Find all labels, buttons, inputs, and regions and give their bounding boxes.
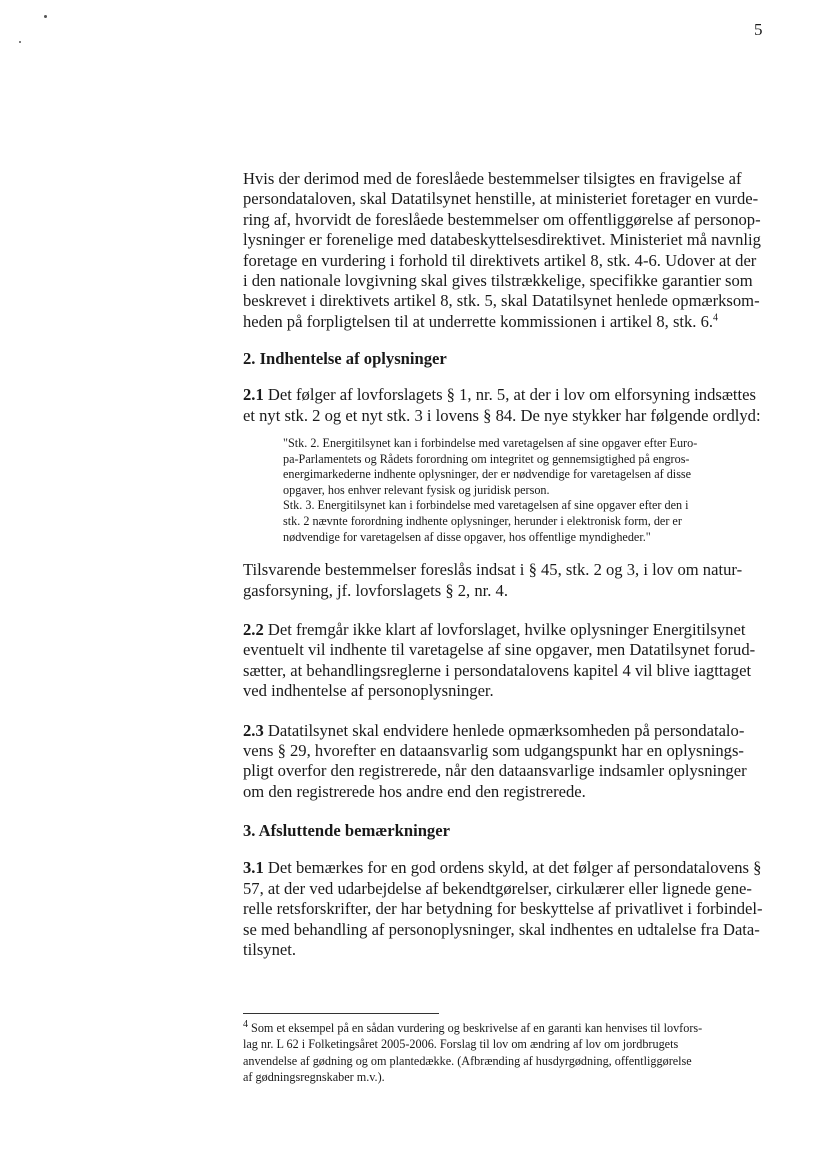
text-line: om den registrerede hos andre end den registrerede. (243, 781, 586, 801)
section-heading-3: 3. Afsluttende bemærkninger (243, 821, 450, 841)
text-line: ved indhentelse af personoplysninger. (243, 681, 494, 701)
quote-line: pa-Parlamentets og Rådets forordning om integritet og gennemsigtighed på engros- (283, 451, 690, 466)
text-line: Datatilsynet skal endvidere henlede opmærksomheden på persondatalo- (263, 720, 745, 740)
text-line: et nyt stk. 2 og et nyt stk. 3 i lovens § 84. De nye stykker har følgende ordlyd: (243, 405, 761, 425)
text-line: sætter, at behandlingsreglerne i persondatalovens kapitel 4 vil blive iagttaget (243, 660, 752, 680)
scan-speck (19, 41, 21, 43)
text-line: relle retsforskrifter, der har betydning for beskyttelse af privatlivet i forbindel- (243, 899, 763, 919)
section-heading-2: 2. Indhentelse af oplysninger (243, 349, 447, 369)
text-line: Det følger af lovforslagets § 1, nr. 5, at der i lov om elforsyning indsættes (263, 385, 756, 405)
footnote-line: Som et eksempel på en sådan vurdering og beskrivelse af en garanti kan henvises til lovfors- (248, 1021, 703, 1035)
text-line: eventuelt vil indhente til varetagelse af sine opgaver, men Datatilsynet forud- (243, 640, 756, 660)
text-line: i den nationale lovgivning skal gives tilstrækkelige, specifikke garantier som (243, 271, 753, 291)
quote-line: opgaver, hos enhver relevant fysisk og juridisk person. (283, 482, 550, 497)
text-line: Det fremgår ikke klart af lovforslaget, hvilke oplysninger Energitilsynet (263, 620, 746, 640)
footnote-reference[interactable]: 4 (713, 312, 719, 324)
paragraph-2-3 (243, 721, 763, 803)
paragraph-2-2 (243, 620, 763, 702)
block-quote (243, 436, 763, 545)
text-line: 57, at der ved udarbejdelse af bekendtgørelser, cirkulærer eller lignede gene- (243, 878, 752, 898)
text-line: tilsynet. (243, 939, 297, 959)
quote-line: stk. 2 nævnte forordning indhente oplysninger, herunder i elektronisk form, der er (283, 514, 682, 529)
footnote-divider (243, 1013, 439, 1014)
paragraph-number: 2.1 (243, 385, 264, 405)
quote-line: "Stk. 2. Energitilsynet kan i forbindelse med varetagelsen af sine opgaver efter Euro- (283, 436, 698, 451)
footnote (243, 1020, 763, 1086)
paragraph-number: 2.2 (243, 620, 264, 640)
footnote-line: anvendelse af gødning og om plantedække. (Afbrænding af husdyrgødning, offentliggørelse (243, 1053, 692, 1068)
text-line: persondataloven, skal Datatilsynet henstille, at ministeriet foretager en vurde- (243, 189, 759, 209)
footnote-marker: 4 (243, 1018, 248, 1030)
text-line: ring af, hvorvidt de foreslåede bestemmelser om offentliggørelse af personop- (243, 209, 761, 229)
footnote-line: lag nr. L 62 i Folketingsåret 2005-2006. Forslag til lov om ændring af lov om jordbrugets (243, 1037, 679, 1052)
text-line: pligt overfor den registrerede, når den dataansvarlige indsamler oplysninger (243, 761, 747, 781)
text-line: heden på forpligtelsen til at underrette kommissionen i artikel 8, stk. 6. (243, 311, 714, 331)
text-line: Tilsvarende bestemmelser foreslås indsat i § 45, stk. 2 og 3, i lov om natur- (243, 560, 743, 580)
quote-line: energimarkederne indhente oplysninger, der er nødvendige for varetagelsen af disse (283, 467, 692, 482)
text-line: gasforsyning, jf. lovforslagets § 2, nr. 4. (243, 580, 509, 600)
page-number: 5 (754, 20, 763, 39)
text-line: Hvis der derimod med de foreslåede bestemmelser tilsigtes en fravigelse af (243, 169, 742, 188)
document-body (243, 169, 763, 960)
scan-speck (44, 15, 47, 18)
text-line: beskrevet i direktivets artikel 8, stk. 5, skal Datatilsynet henlede opmærksom- (243, 291, 760, 311)
text-line: se med behandling af personoplysninger, skal indhentes en udtalelse fra Data- (243, 919, 760, 939)
quote-line: Stk. 3. Energitilsynet kan i forbindelse med varetagelsen af sine opgaver efter den i (283, 498, 689, 513)
paragraph-number: 3.1 (243, 858, 264, 878)
text-line: vens § 29, hvorefter en dataansvarlig som udgangspunkt har en oplysnings- (243, 741, 744, 761)
paragraph-number: 2.3 (243, 720, 264, 740)
footnote-line: af gødningsregnskaber m.v.). (243, 1070, 385, 1085)
gas-paragraph (243, 560, 763, 601)
text-line: foretage en vurdering i forhold til direktivets artikel 8, stk. 4-6. Udover at der (243, 250, 757, 270)
paragraph-3-1 (243, 858, 763, 960)
paragraph-2-1 (243, 385, 763, 426)
text-line: lysninger er forenelige med databeskyttelsesdirektivet. Ministeriet må navnlig (243, 230, 761, 250)
text-line: Det bemærkes for en god ordens skyld, at det følger af persondatalovens § (263, 858, 762, 878)
intro-paragraph (243, 169, 763, 332)
quote-line: nødvendige for varetagelsen af disse opgaver, hos offentlige myndigheder." (283, 529, 651, 544)
